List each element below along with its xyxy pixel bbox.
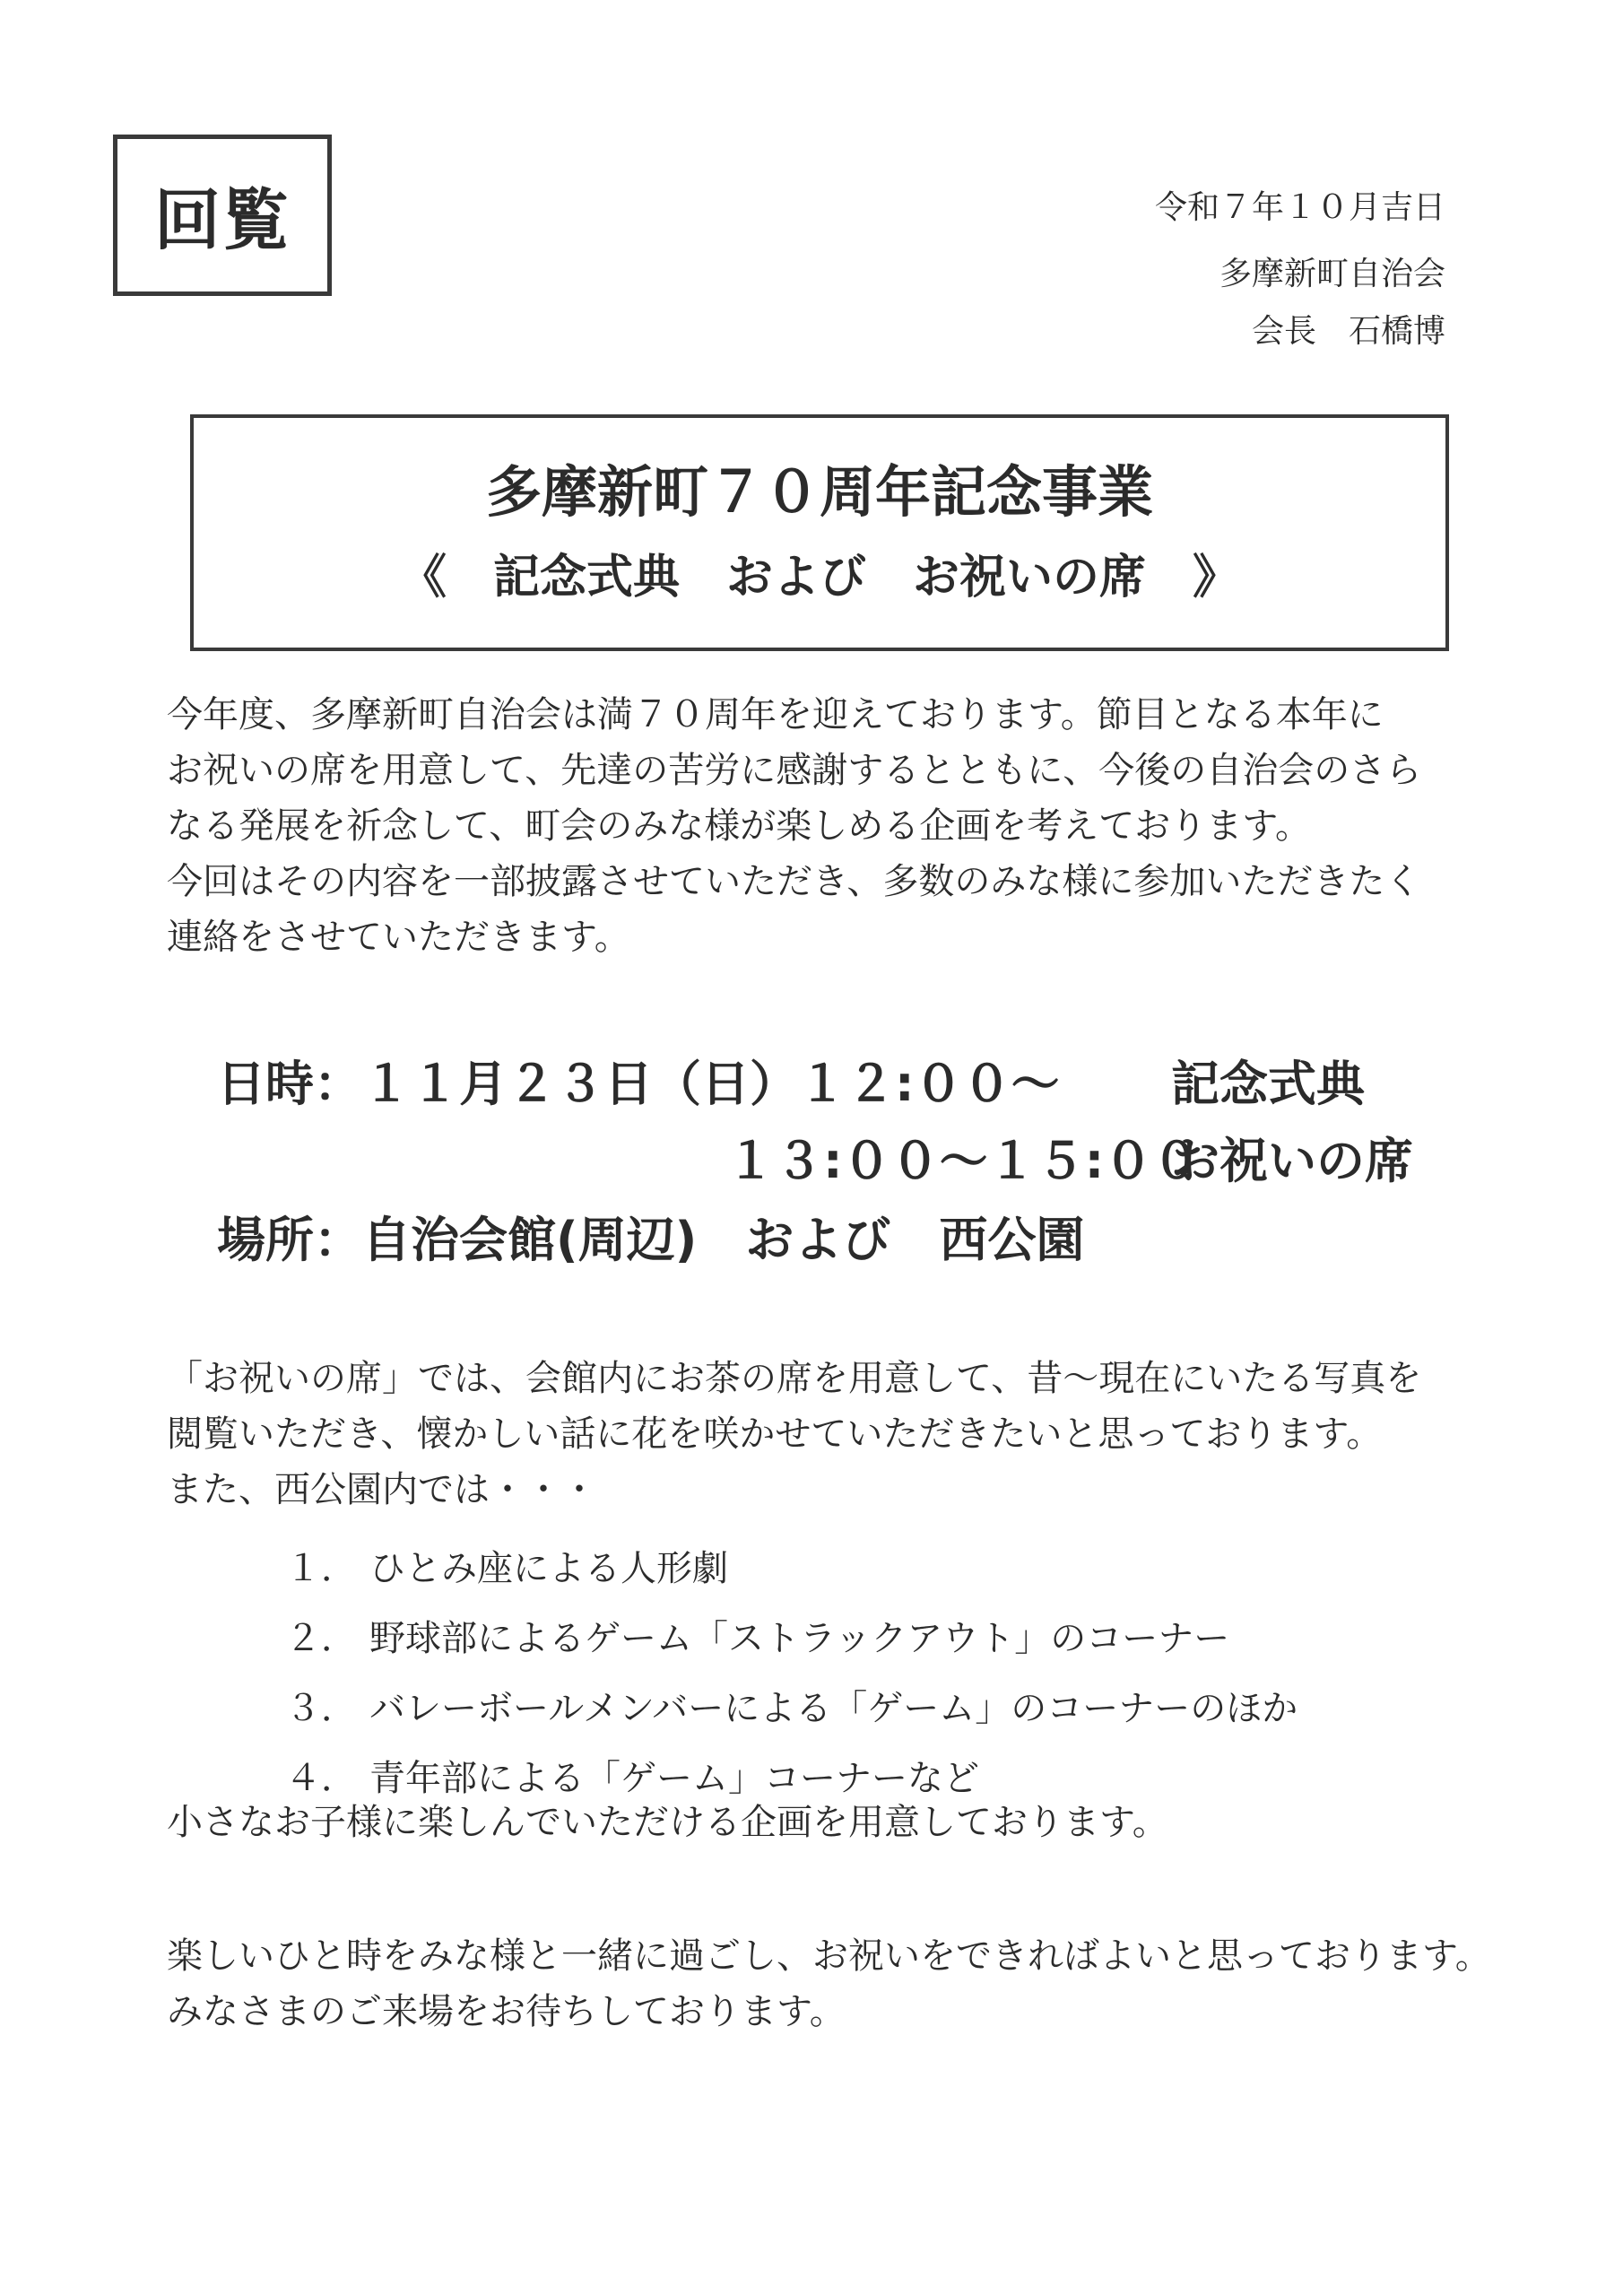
list-item [285, 1604, 1298, 1674]
intro-line: 今回はその内容を一部披露させていただき、多数のみな様に参加いただきたく [167, 861, 1421, 902]
description-line: また、西公園内では・・・ [167, 1469, 597, 1510]
closing-line: みなさまのご来場をお待ちしております。 [167, 1991, 846, 2032]
datetime-line: 日時：１１月２３日（日）１２:００～ [217, 1056, 1060, 1112]
president-name: 会長 石橋博 [1251, 313, 1445, 350]
list-text: 青年部による「ゲーム」コーナーなど [369, 1758, 979, 1799]
list-item [285, 1674, 1298, 1744]
issue-date: 令和７年１０月吉日 [1154, 189, 1445, 226]
closing-line: 楽しいひと時をみな様と一緒に過ごし、お祝いをできればよいと思っております。 [167, 1935, 1491, 1977]
organization-name: 多摩新町自治会 [1219, 256, 1445, 292]
celebration-time: １３:００～１５:００ [726, 1133, 1202, 1189]
celebration-label: お祝いの席 [1171, 1133, 1413, 1189]
list-number: ４． [285, 1758, 357, 1799]
intro-line: 連絡をさせていただきます。 [167, 917, 630, 958]
list-item [285, 1534, 1298, 1604]
list-number: ３． [285, 1688, 357, 1729]
intro-line: 今年度、多摩新町自治会は満７０周年を迎えております。節目となる本年に [167, 694, 1384, 735]
list-text: 野球部によるゲーム「ストラックアウト」のコーナー [369, 1618, 1230, 1659]
intro-line: なる発展を祈念して、町会のみな様が楽しめる企画を考えております。 [167, 805, 1311, 847]
event-title: 多摩新町７０周年記念事業 [485, 459, 1153, 525]
description-paragraph [167, 1351, 1421, 1518]
list-text: バレーボールメンバーによる「ゲーム」のコーナーのほか [369, 1688, 1298, 1729]
description-line: 閲覧いただき、懐かしい話に花を咲かせていただきたいと思っております。 [167, 1413, 1383, 1455]
list-number: １． [285, 1548, 357, 1589]
closing-paragraph [167, 1928, 1491, 2039]
list-number: ２． [285, 1618, 357, 1659]
kids-note: 小さなお子様に楽しんでいただける企画を用意しております。 [167, 1802, 1168, 1843]
ceremony-label: 記念式典 [1171, 1056, 1365, 1112]
circular-label: 回覧 [113, 135, 332, 296]
intro-paragraph [167, 687, 1421, 965]
list-text: ひとみ座による人形劇 [369, 1548, 728, 1589]
place-line: 場所：自治会館(周辺) および 西公園 [217, 1212, 1085, 1268]
title-box [190, 414, 1449, 651]
description-line: 「お祝いの席」では、会館内にお茶の席を用意して、昔～現在にいたる写真を [167, 1358, 1422, 1399]
intro-line: お祝いの席を用意して、先達の苦労に感謝するとともに、今後の自治会のさら [167, 750, 1422, 791]
event-subtitle: 《 記念式典 および お祝いの席 》 [399, 551, 1239, 604]
activities-list [285, 1534, 1298, 1813]
